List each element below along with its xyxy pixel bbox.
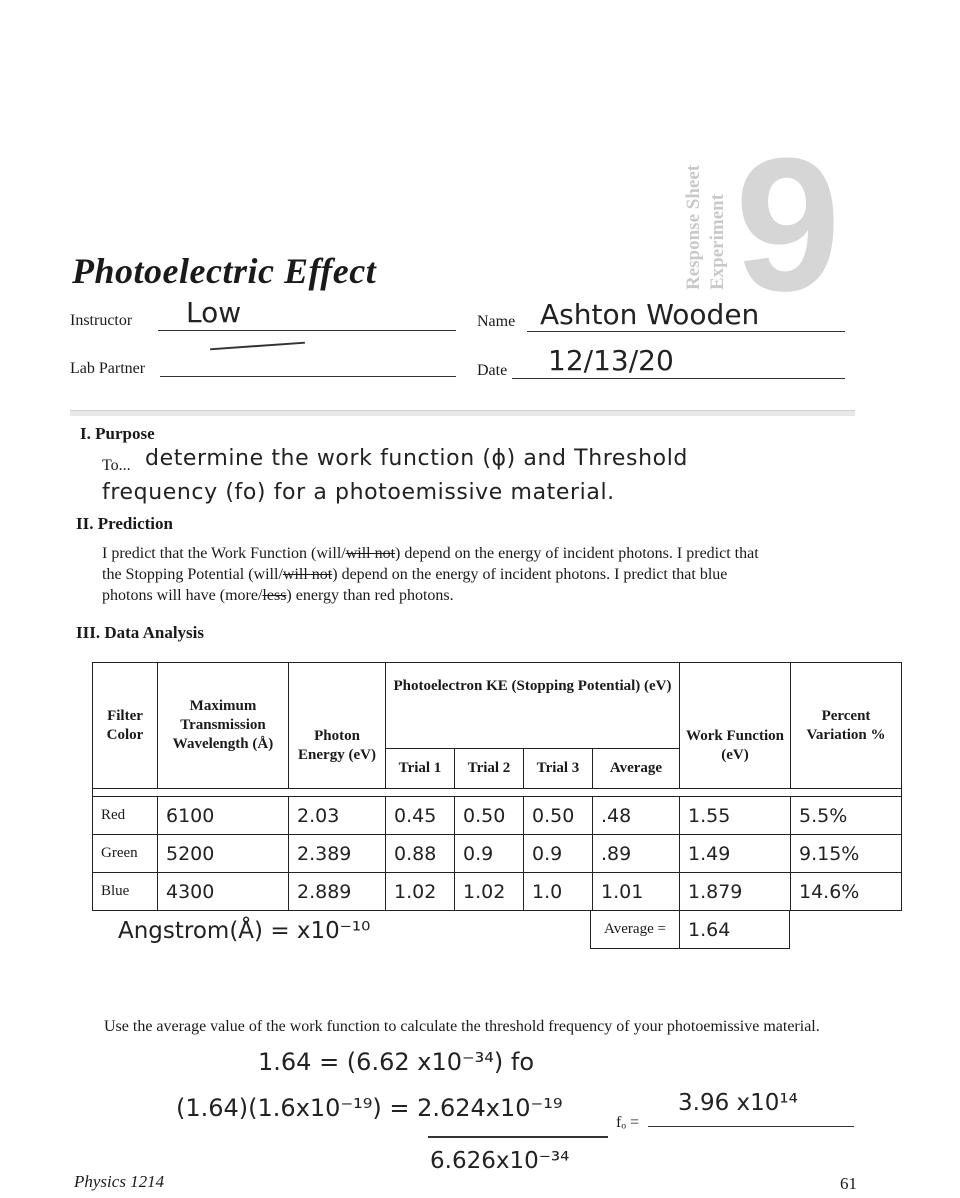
date-label: Date <box>477 362 508 379</box>
cell-photon-energy[interactable]: 2.389 <box>289 835 386 873</box>
purpose-line-1: determine the work function (ϕ) and Threshold <box>145 446 689 471</box>
prediction-line-1 <box>102 543 862 564</box>
cell-percent[interactable]: 9.15% <box>791 835 902 873</box>
table-row-green <box>93 835 902 873</box>
date-field[interactable]: 12/13/20 <box>548 344 674 377</box>
cell-wavelength[interactable]: 5200 <box>158 835 289 873</box>
cell-trial-2[interactable]: 0.9 <box>455 835 524 873</box>
average-work-function[interactable]: 1.64 <box>680 911 790 949</box>
cell-average[interactable]: .89 <box>593 835 680 873</box>
header-wavelength: Maximum Transmission Wavelength (Å) <box>158 663 289 789</box>
cell-percent[interactable]: 14.6% <box>791 873 902 911</box>
header-average: Average <box>593 749 680 789</box>
header-trial-2: Trial 2 <box>455 749 524 789</box>
experiment-number: 9 <box>735 119 841 331</box>
section-divider <box>70 410 855 416</box>
cell-wavelength[interactable]: 4300 <box>158 873 289 911</box>
course-name: Physics 1214 <box>74 1172 165 1191</box>
experiment-label: Experiment <box>707 193 728 290</box>
prediction-3-struck: less <box>262 587 287 604</box>
cell-trial-1[interactable]: 0.45 <box>386 797 455 835</box>
instructor-field[interactable]: Low <box>186 296 242 329</box>
header-work-function: Work Function (eV) <box>680 663 791 789</box>
header-trial-3: Trial 3 <box>524 749 593 789</box>
row-color: Blue <box>93 873 158 911</box>
cell-trial-1[interactable]: 0.88 <box>386 835 455 873</box>
page-number: 61 <box>840 1174 857 1193</box>
prediction-1a: I predict that the Work Function (will/ <box>102 545 346 562</box>
instructor-underline-mark <box>210 342 305 351</box>
cell-trial-2[interactable]: 1.02 <box>455 873 524 911</box>
prediction-3b: ) energy than red photons. <box>286 587 454 604</box>
prediction-line-3 <box>102 585 862 606</box>
purpose-prefix: To... <box>102 457 131 474</box>
instructor-label: Instructor <box>70 312 133 329</box>
prediction-line-2 <box>102 564 862 585</box>
table-row-red <box>93 797 902 835</box>
row-color: Green <box>93 835 158 873</box>
page-title: Photoelectric Effect <box>72 251 377 291</box>
threshold-instruction: Use the average value of the work function to calculate the threshold frequency of your photoemissive material. <box>104 1018 820 1035</box>
header-photon-energy: Photon Energy (eV) <box>289 663 386 789</box>
prediction-3a: photons will have (more/ <box>102 587 263 604</box>
name-label: Name <box>477 313 516 330</box>
cell-work-function[interactable]: 1.879 <box>680 873 791 911</box>
average-label: Average = <box>591 911 680 949</box>
prediction-heading: II. Prediction <box>76 514 173 533</box>
instructor-line <box>158 330 456 331</box>
fraction-bar <box>428 1136 608 1138</box>
cell-trial-3[interactable]: 0.50 <box>524 797 593 835</box>
average-box <box>590 910 790 949</box>
cell-percent[interactable]: 5.5% <box>791 797 902 835</box>
cell-average[interactable]: 1.01 <box>593 873 680 911</box>
fo-value[interactable]: 3.96 x10¹⁴ <box>678 1090 798 1116</box>
data-analysis-heading: III. Data Analysis <box>76 623 205 642</box>
cell-work-function[interactable]: 1.49 <box>680 835 791 873</box>
cell-photon-energy[interactable]: 2.03 <box>289 797 386 835</box>
prediction-1b: ) depend on the energy of incident photons. I predict that <box>395 545 759 562</box>
date-line <box>512 378 845 379</box>
table-spacer <box>93 789 902 797</box>
data-table <box>92 662 902 911</box>
cell-photon-energy[interactable]: 2.889 <box>289 873 386 911</box>
header-percent-variation: Percent Variation % <box>791 663 902 789</box>
purpose-line-2: frequency (fo) for a photoemissive material. <box>102 480 615 505</box>
cell-average[interactable]: .48 <box>593 797 680 835</box>
lab-partner-line <box>160 376 456 377</box>
response-sheet-label: Response Sheet <box>683 164 704 290</box>
prediction-text <box>102 543 862 606</box>
cell-wavelength[interactable]: 6100 <box>158 797 289 835</box>
purpose-heading: I. Purpose <box>80 424 155 443</box>
cell-work-function[interactable]: 1.55 <box>680 797 791 835</box>
angstrom-note: Angstrom(Å) = x10⁻¹⁰ <box>118 918 371 944</box>
name-field[interactable]: Ashton Wooden <box>540 298 760 331</box>
fo-line <box>648 1126 854 1127</box>
header-trial-1: Trial 1 <box>386 749 455 789</box>
work-line-3: 6.626x10⁻³⁴ <box>430 1148 570 1174</box>
work-line-1: 1.64 = (6.62 x10⁻³⁴) fo <box>258 1048 535 1076</box>
cell-trial-3[interactable]: 0.9 <box>524 835 593 873</box>
table-row-blue <box>93 873 902 911</box>
name-line <box>527 331 845 332</box>
fo-label: fₒ = <box>616 1114 639 1131</box>
header-filter-color: Filter Color <box>93 663 158 789</box>
cell-trial-2[interactable]: 0.50 <box>455 797 524 835</box>
work-line-2: (1.64)(1.6x10⁻¹⁹) = 2.624x10⁻¹⁹ <box>176 1094 563 1122</box>
row-color: Red <box>93 797 158 835</box>
prediction-1-struck: will not <box>345 545 396 562</box>
prediction-2-struck: will not <box>282 566 333 583</box>
cell-trial-3[interactable]: 1.0 <box>524 873 593 911</box>
prediction-2a: the Stopping Potential (will/ <box>102 566 283 583</box>
header-photoelectron-ke: Photoelectron KE (Stopping Potential) (eV) <box>386 663 680 749</box>
lab-partner-label: Lab Partner <box>70 360 146 377</box>
cell-trial-1[interactable]: 1.02 <box>386 873 455 911</box>
prediction-2b: ) depend on the energy of incident photons. I predict that blue <box>332 566 728 583</box>
